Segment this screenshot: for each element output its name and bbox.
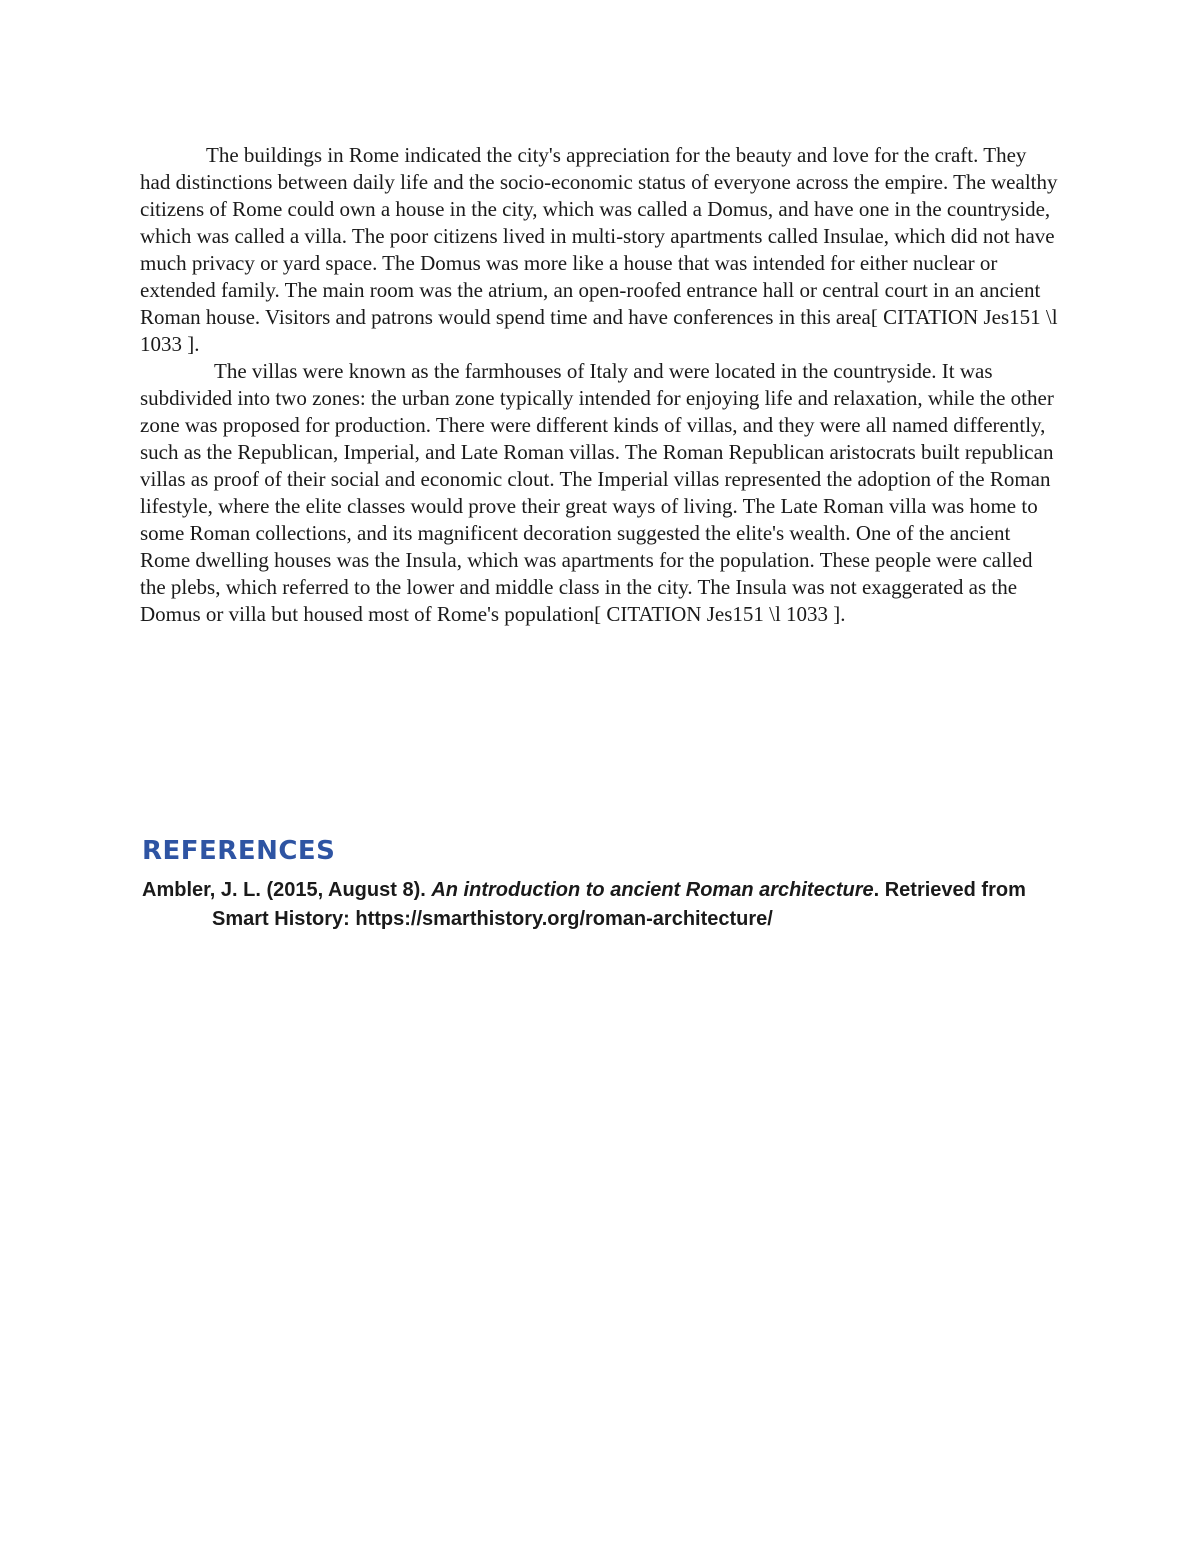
reference-entry xyxy=(142,876,1062,934)
references-heading: REFERENCES xyxy=(142,836,336,866)
body-paragraph: The buildings in Rome indicated the city's appreciation for the beauty and love for the craft. They had distinctions between daily life and the socio-economic status of everyone across the empire. The wealthy citizens of Rome could own a house in the city, which was called a Domus, and have one in the countryside, which was called a villa. The poor citizens lived in multi-story apartments called Insulae, which did not have much privacy or yard space. The Domus was more like a house that was intended for either nuclear or extended family. The main room was the atrium, an open-roofed entrance hall or central court in an ancient Roman house. Visitors and patrons would spend time and have conferences in this area[ CITATION Jes151 \l 1033 ]. xyxy=(140,143,1058,356)
document-body xyxy=(140,142,1060,628)
body-paragraph: The villas were known as the farmhouses of Italy and were located in the countryside. It was subdivided into two zones: the urban zone typically intended for enjoying life and relaxation, while the other zone was proposed for production. There were different kinds of villas, and they were all named differently, such as the Republican, Imperial, and Late Roman villas. The Roman Republican aristocrats built republican villas as proof of their social and economic clout. The Imperial villas represented the adoption of the Roman lifestyle, where the elite classes would prove their great ways of living. The Late Roman villa was home to some Roman collections, and its magnificent decoration suggested the elite's wealth. One of the ancient Rome dwelling houses was the Insula, which was apartments for the population. These people were called the plebs, which referred to the lower and middle class in the city. The Insula was not exaggerated as the Domus or villa but housed most of Rome's population[ CITATION Jes151 \l 1033 ]. xyxy=(140,359,1054,626)
references-section xyxy=(142,836,1062,934)
reference-title: An introduction to ancient Roman architecture xyxy=(431,879,874,901)
reference-author-date: Ambler, J. L. (2015, August 8). xyxy=(142,879,432,901)
reference-source: . Retrieved from Smart History: https://smarthistory.org/roman-architecture/ xyxy=(212,879,1026,930)
